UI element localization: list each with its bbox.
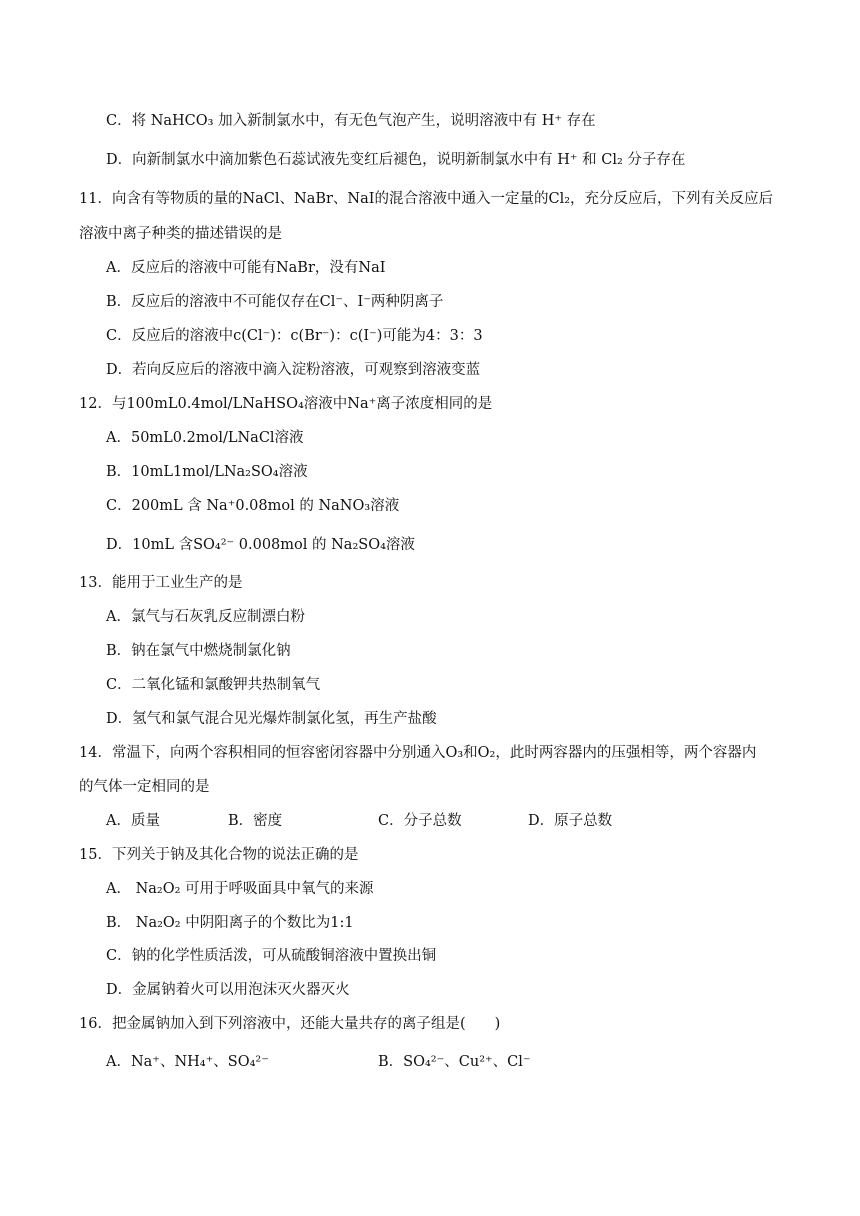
q15-option-b: B． Na₂O₂ 中阴阳离子的个数比为1:1 [106,915,354,931]
q11-option-a: A．反应后的溶液中可能有NaBr，没有NaI [106,260,386,276]
q14-stem-line2: 的气体一定相同的是 [79,779,210,795]
q12-option-d: D．10mL 含SO₄²⁻ 0.008mol 的 Na₂SO₄溶液 [106,537,415,553]
q11-stem-line1: 11．向含有等物质的量的NaCl、NaBr、NaI的混合溶液中通入一定量的Cl₂，充分反应后，下列有关反应后 [79,191,774,207]
q15-option-a: A． Na₂O₂ 可用于呼吸面具中氧气的来源 [106,881,374,897]
q11-option-b: B．反应后的溶液中不可能仅存在Cl⁻、I⁻两种阴离子 [106,294,444,310]
q16-option-b: B．SO₄²⁻、Cu²⁺、Cl⁻ [378,1054,531,1070]
q10-option-d: D．向新制氯水中滴加紫色石蕊试液先变红后褪色，说明新制氯水中有 H⁺ 和 Cl₂ 分子存在 [106,152,686,168]
q14-option-d: D．原子总数 [528,813,613,829]
q13-option-b: B．钠在氯气中燃烧制氯化钠 [106,643,291,659]
q11-stem-line2: 溶液中离子种类的描述错误的是 [79,226,282,242]
q15-option-d: D．金属钠着火可以用泡沫灭火器灭火 [106,982,350,998]
q16-stem: 16．把金属钠加入到下列溶液中，还能大量共存的离子组是( ) [79,1016,501,1032]
q14-option-b: B．密度 [228,813,283,829]
q13-option-c: C．二氧化锰和氯酸钾共热制氧气 [106,677,321,693]
q10-option-c: C．将 NaHCO₃ 加入新制氯水中，有无色气泡产生，说明溶液中有 H⁺ 存在 [106,113,596,129]
q15-option-c: C．钠的化学性质活泼，可从硫酸铜溶液中置换出铜 [106,948,437,964]
q13-stem: 13．能用于工业生产的是 [79,575,243,591]
q14-option-a: A．质量 [106,813,160,829]
q15-stem: 15．下列关于钠及其化合物的说法正确的是 [79,847,359,863]
q12-option-a: A．50mL0.2mol/LNaCl溶液 [106,430,304,446]
q14-option-c: C．分子总数 [378,813,462,829]
q14-stem-line1: 14．常温下，向两个容积相同的恒容密闭容器中分别通入O₃和O₂，此时两容器内的压强相等，两个容器内 [79,745,757,761]
q12-stem: 12．与100mL0.4mol/LNaHSO₄溶液中Na⁺离子浓度相同的是 [79,396,493,412]
q11-option-c: C．反应后的溶液中c(Cl⁻)：c(Br⁻)：c(I⁻)可能为4：3：3 [106,328,483,344]
q11-option-d: D．若向反应后的溶液中滴入淀粉溶液，可观察到溶液变蓝 [106,362,481,378]
q13-option-d: D．氢气和氯气混合见光爆炸制氯化氢，再生产盐酸 [106,711,437,727]
q16-option-a: A．Na⁺、NH₄⁺、SO₄²⁻ [106,1054,269,1070]
q12-option-c: C．200mL 含 Na⁺0.08mol 的 NaNO₃溶液 [106,498,400,514]
q12-option-b: B．10mL1mol/LNa₂SO₄溶液 [106,464,308,480]
q13-option-a: A．氯气与石灰乳反应制漂白粉 [106,609,305,625]
